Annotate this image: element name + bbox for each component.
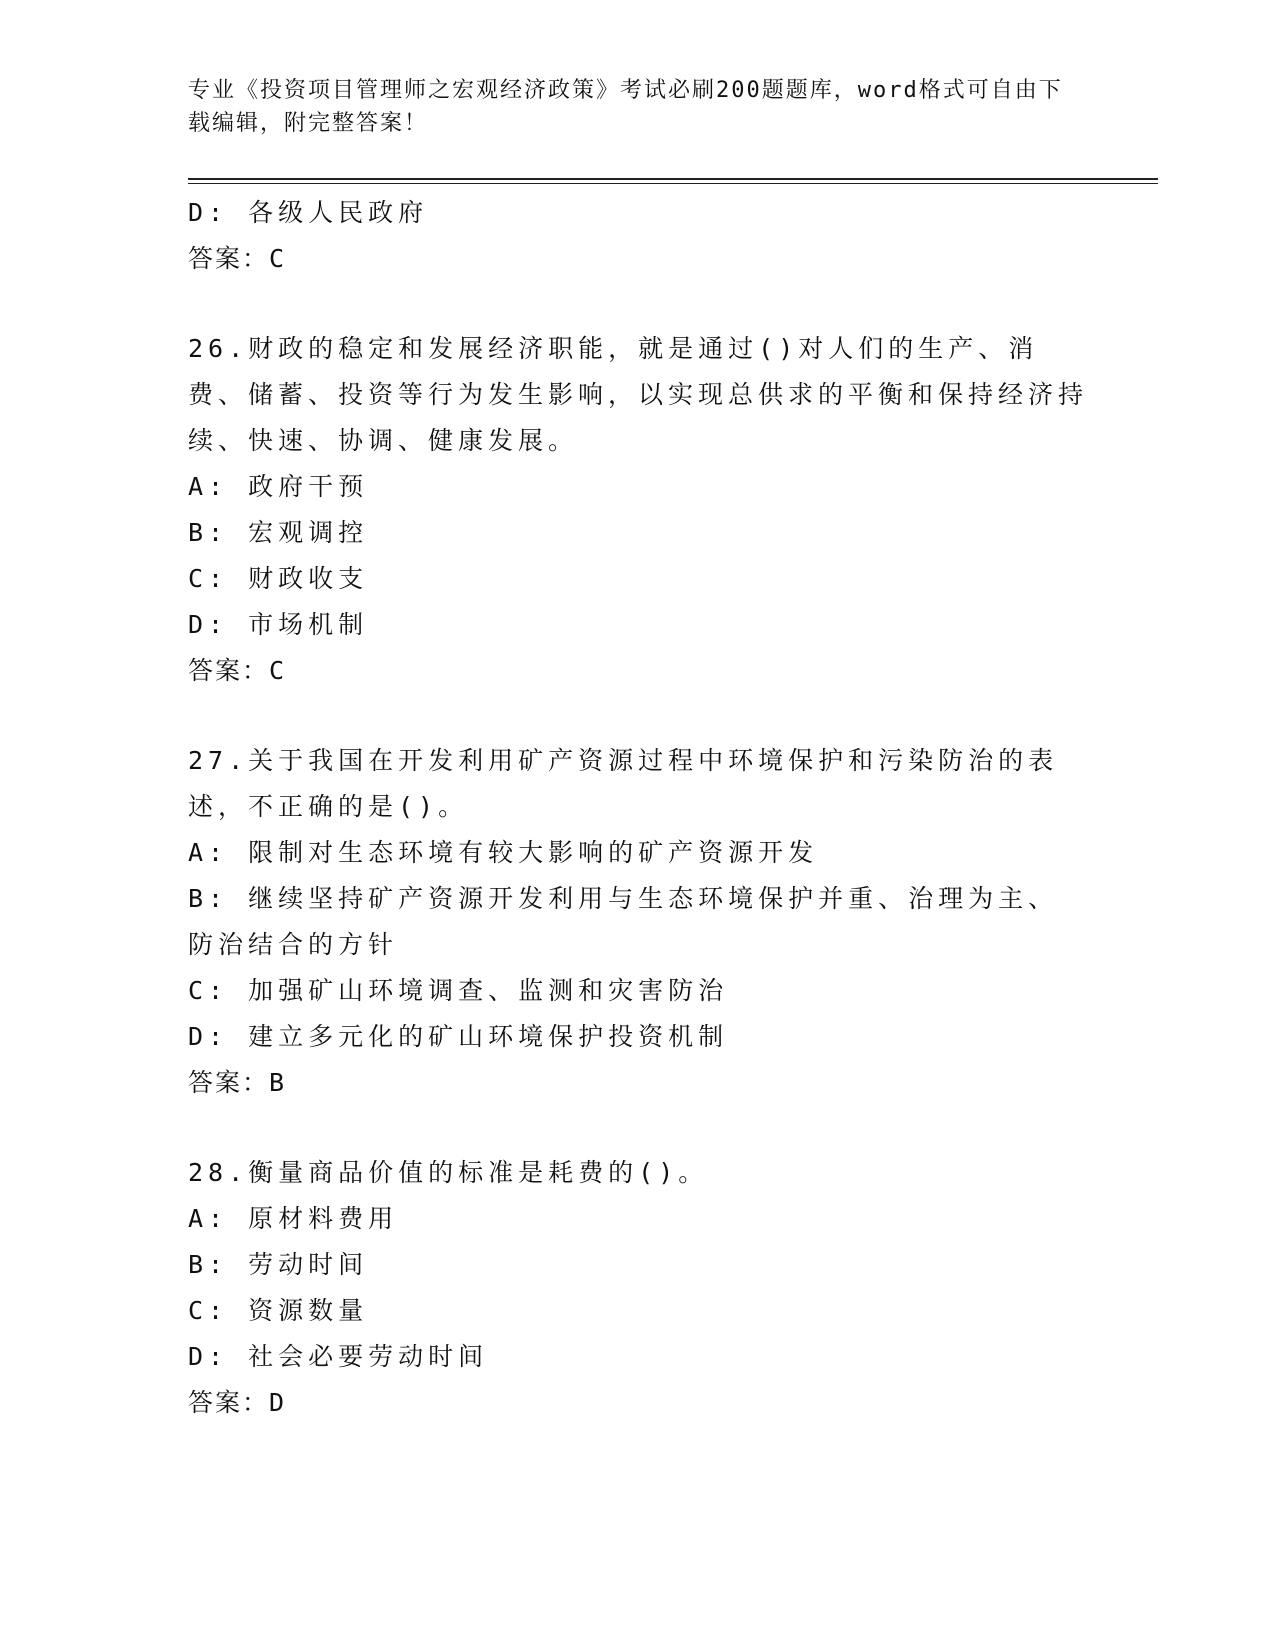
option-a: A: 原材料费用 (188, 1204, 399, 1233)
option-d: D: 社会必要劳动时间 (188, 1342, 489, 1371)
option-d: D: 建立多元化的矿山环境保护投资机制 (188, 1022, 729, 1051)
answer: 答案：C (188, 656, 287, 685)
question-28 (188, 1150, 1088, 1426)
option-d: D: 市场机制 (188, 610, 369, 639)
option-d: D: 各级人民政府 (188, 198, 429, 227)
option-b: B: 继续坚持矿产资源开发利用与生态环境保护并重、治理为主、防治结合的方针 (188, 884, 1059, 959)
question-27 (188, 738, 1088, 1106)
header-divider-thin (188, 183, 1158, 184)
answer: 答案：D (188, 1388, 287, 1417)
option-c: C: 资源数量 (188, 1296, 369, 1325)
question-stem: 28.衡量商品价值的标准是耗费的()。 (188, 1158, 709, 1187)
document-body (188, 190, 1088, 1426)
question-26 (188, 326, 1088, 694)
question-stem: 27.关于我国在开发利用矿产资源过程中环境保护和污染防治的表述，不正确的是()。 (188, 746, 1059, 821)
answer: 答案：B (188, 1068, 287, 1097)
question-stem: 26.财政的稳定和发展经济职能，就是通过()对人们的生产、消费、储蓄、投资等行为发生影响，以实现总供求的平衡和保持经济持续、快速、协调、健康发展。 (188, 334, 1089, 455)
answer: 答案：C (188, 244, 287, 273)
option-b: B: 劳动时间 (188, 1250, 369, 1279)
prev-question-tail (188, 190, 1088, 282)
document-header: 专业《投资项目管理师之宏观经济政策》考试必刷200题题库，word格式可自由下载编辑，附完整答案！ (188, 78, 1063, 136)
option-c: C: 财政收支 (188, 564, 369, 593)
option-b: B: 宏观调控 (188, 518, 369, 547)
option-a: A: 限制对生态环境有较大影响的矿产资源开发 (188, 838, 819, 867)
header-divider (188, 178, 1158, 180)
option-a: A: 政府干预 (188, 472, 369, 501)
option-c: C: 加强矿山环境调查、监测和灾害防治 (188, 976, 729, 1005)
